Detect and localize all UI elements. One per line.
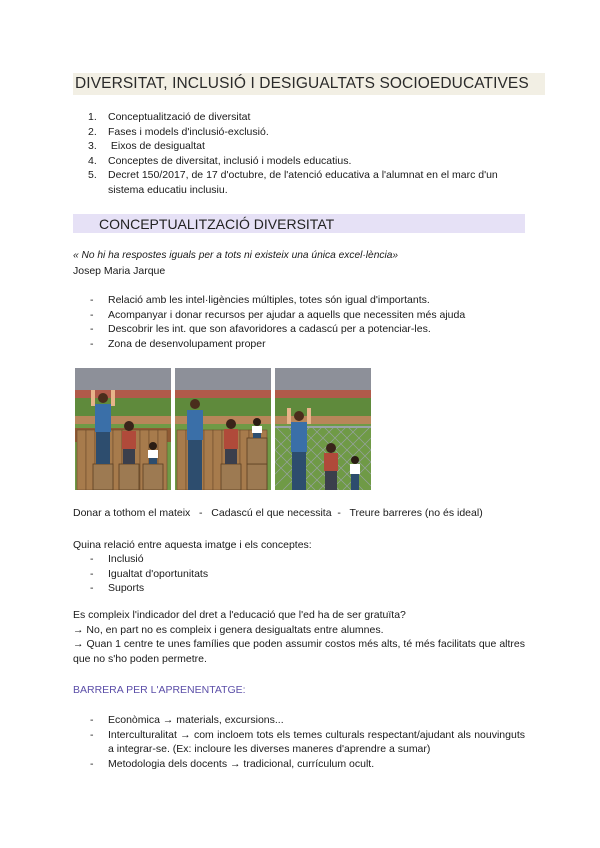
list-item: - Interculturalitat → com incloem tots els temes culturals respectant/ajudant als nouvinguts a integrar-se. (Ex: incloure les diverses maneres d'aprendre a sumar) xyxy=(90,728,525,756)
toc-item xyxy=(73,154,533,169)
list-item-text: Interculturalitat → com incloem tots els temes culturals respectant/ajudant als nouvinguts a integrar-se. (Ex: incloure les diverses maneres d'aprendre a sumar) xyxy=(108,728,525,756)
barrier-heading: BARRERA PER L'APRENENTATGE: xyxy=(73,684,246,696)
list-item-text: Econòmica → materials, excursions... xyxy=(108,714,284,726)
toc-text: Conceptes de diversitat, inclusió i models educatius. xyxy=(108,154,352,167)
toc-item xyxy=(73,168,533,197)
toc-text: Conceptualització de diversitat xyxy=(108,111,251,123)
list-item-text: Inclusió xyxy=(108,553,144,565)
list-item-text: Descobrir les int. que son afavoridores a cadascú per a potenciar-les. xyxy=(108,323,431,336)
toc-number: 4. xyxy=(88,154,97,167)
paragraph-line: → Quan 1 centre te unes famílies que poden assumir costos més alts, té més facilitats que altres que no s'ho poden permetre. xyxy=(73,638,525,665)
toc-item xyxy=(73,139,533,154)
list-item: - Igualtat d'oportunitats xyxy=(90,567,209,580)
list-item-text: Metodologia dels docents → tradicional, currículum ocult. xyxy=(108,757,375,770)
concept-list xyxy=(73,293,533,351)
list-item: - Acompanyar i donar recursos per ajudar a aquells que necessiten més ajuda xyxy=(90,308,466,321)
list-item: - Suports xyxy=(90,582,145,595)
concepts-list xyxy=(73,552,533,596)
toc-item xyxy=(73,110,533,125)
paragraph-gratuity xyxy=(73,608,525,666)
list-item-text: Zona de desenvolupament proper xyxy=(108,337,266,350)
toc-number: 1. xyxy=(88,111,97,123)
quote: « No hi ha respostes iguals per a tots ni existeix una única excel·lència» xyxy=(73,250,399,261)
list-item: - Inclusió xyxy=(90,553,144,565)
question-text: Quina relació entre aquesta imatge i els conceptes: xyxy=(73,539,312,551)
equity-image xyxy=(175,368,271,490)
no-barrier-illustration-icon xyxy=(275,368,371,490)
list-item-text: Relació amb les intel·ligències múltiples, totes són igual d'importants. xyxy=(108,294,430,306)
toc-text: Fases i models d'inclusió-exclusió. xyxy=(108,125,269,138)
list-item: - Relació amb les intel·ligències múltiples, totes són igual d'importants. xyxy=(90,294,430,306)
equality-equity-illustration xyxy=(75,368,500,490)
toc-number: 5. xyxy=(88,169,97,182)
list-item-text: Suports xyxy=(108,582,145,595)
paragraph-line: Es compleix l'indicador del dret a l'educació que l'ed ha de ser gratuïta? xyxy=(73,609,406,621)
toc-item xyxy=(73,125,533,140)
toc-text: Eixos de desigualtat xyxy=(108,140,205,153)
paragraph-line: → No, en part no es compleix i genera desigualtats entre alumnes. xyxy=(73,623,384,636)
section-heading: CONCEPTUALITZACIÓ DIVERSITAT xyxy=(73,214,525,233)
toc-number: 2. xyxy=(88,125,97,138)
liberation-image xyxy=(275,368,371,490)
list-item-text: Acompanyar i donar recursos per ajudar a aquells que necessiten més ajuda xyxy=(108,308,466,321)
toc-number: 3. xyxy=(88,140,97,153)
equality-illustration-icon xyxy=(75,368,171,490)
image-caption: Donar a tothom el mateix - Cadascú el que necessita - Treure barreres (no és ideal) xyxy=(73,507,483,519)
document-title: DIVERSITAT, INCLUSIÓ I DESIGUALTATS SOCIOEDUCATIVES xyxy=(73,73,545,95)
table-of-contents xyxy=(73,110,533,198)
equality-image xyxy=(75,368,171,490)
list-item: - Zona de desenvolupament proper xyxy=(90,337,266,350)
list-item: - Econòmica → materials, excursions... xyxy=(90,714,284,726)
list-item: - Descobrir les int. que son afavoridores a cadascú per a potenciar-les. xyxy=(90,323,431,336)
toc-text: Decret 150/2017, de 17 d'octubre, de l'atenció educativa a l'alumnat en el marc d'un sistema educatiu inclusiu. xyxy=(108,169,498,196)
equity-illustration-icon xyxy=(175,368,271,490)
list-item: - Metodologia dels docents → tradicional, currículum ocult. xyxy=(90,757,375,770)
list-item-text: Igualtat d'oportunitats xyxy=(108,567,209,580)
barrier-list xyxy=(73,713,525,771)
quote-author: Josep Maria Jarque xyxy=(73,265,166,277)
